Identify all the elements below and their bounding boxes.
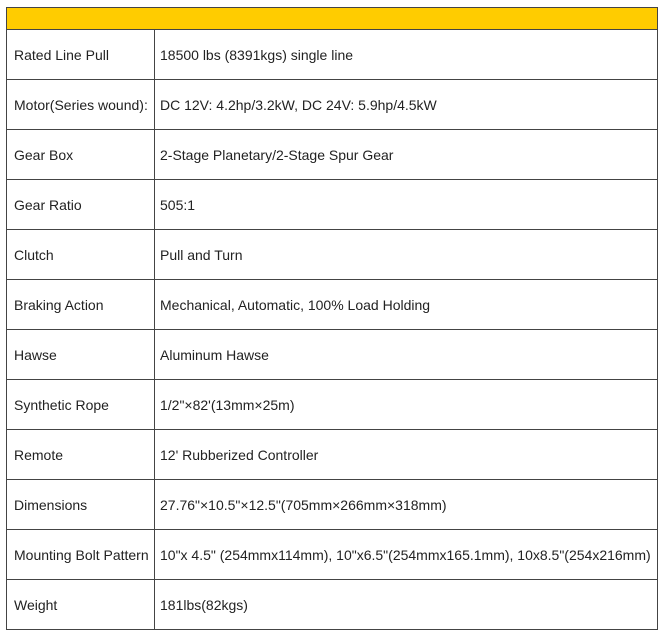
spec-value: Pull and Turn bbox=[155, 230, 658, 280]
table-row bbox=[7, 30, 658, 80]
spec-value: 1/2"×82'(13mm×25m) bbox=[155, 380, 658, 430]
spec-table-body bbox=[7, 8, 658, 630]
table-row bbox=[7, 330, 658, 380]
spec-label: Gear Ratio bbox=[7, 180, 155, 230]
spec-value: Aluminum Hawse bbox=[155, 330, 658, 380]
spec-value: Mechanical, Automatic, 100% Load Holding bbox=[155, 280, 658, 330]
spec-value: 505:1 bbox=[155, 180, 658, 230]
spec-value: 10"x 4.5" (254mmx114mm), 10"x6.5"(254mmx165.1mm), 10x8.5"(254x216mm) bbox=[155, 530, 658, 580]
table-row bbox=[7, 380, 658, 430]
spec-label: Synthetic Rope bbox=[7, 380, 155, 430]
spec-label: Gear Box bbox=[7, 130, 155, 180]
spec-label: Braking Action bbox=[7, 280, 155, 330]
table-row bbox=[7, 430, 658, 480]
table-row bbox=[7, 180, 658, 230]
spec-value: 2-Stage Planetary/2-Stage Spur Gear bbox=[155, 130, 658, 180]
table-header-row bbox=[7, 8, 658, 30]
spec-label: Mounting Bolt Pattern bbox=[7, 530, 155, 580]
table-row bbox=[7, 130, 658, 180]
spec-value: 18500 lbs (8391kgs) single line bbox=[155, 30, 658, 80]
table-row bbox=[7, 230, 658, 280]
table-row bbox=[7, 580, 658, 630]
spec-value: 27.76"×10.5"×12.5"(705mm×266mm×318mm) bbox=[155, 480, 658, 530]
spec-value: DC 12V: 4.2hp/3.2kW, DC 24V: 5.9hp/4.5kW bbox=[155, 80, 658, 130]
spec-label: Weight bbox=[7, 580, 155, 630]
table-row bbox=[7, 480, 658, 530]
spec-label: Dimensions bbox=[7, 480, 155, 530]
spec-value: 181lbs(82kgs) bbox=[155, 580, 658, 630]
table-row bbox=[7, 530, 658, 580]
spec-label: Hawse bbox=[7, 330, 155, 380]
spec-label: Clutch bbox=[7, 230, 155, 280]
table-row bbox=[7, 80, 658, 130]
table-row bbox=[7, 280, 658, 330]
spec-value: 12' Rubberized Controller bbox=[155, 430, 658, 480]
spec-table bbox=[6, 7, 658, 630]
spec-label: Motor(Series wound): bbox=[7, 80, 155, 130]
table-header-cell bbox=[7, 8, 658, 30]
spec-label: Rated Line Pull bbox=[7, 30, 155, 80]
spec-label: Remote bbox=[7, 430, 155, 480]
